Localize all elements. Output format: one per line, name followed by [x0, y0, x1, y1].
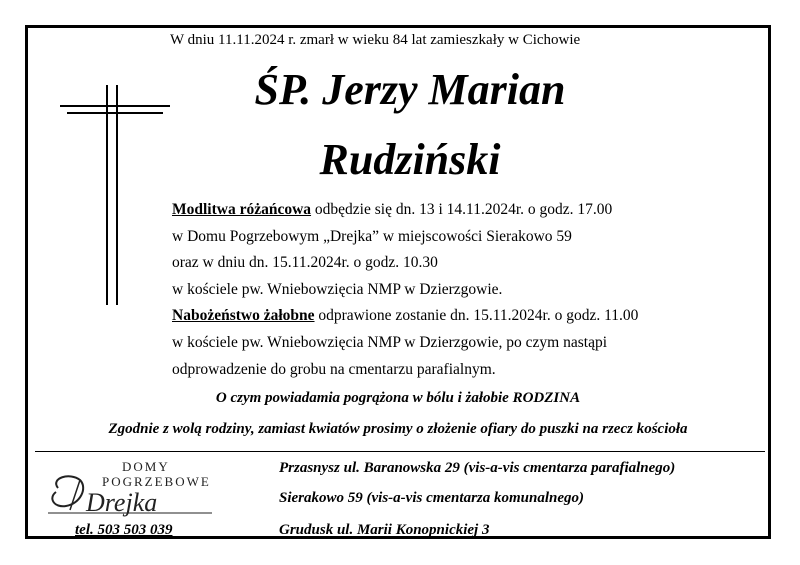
funeral-home-logo: [40, 458, 220, 520]
rosary-label: Modlitwa różańcowa: [172, 201, 312, 218]
deceased-name-first: ŚP. Jerzy Marian: [254, 65, 566, 114]
donation-wish: Zgodnie z wolą rodziny, zamiast kwiatów prosimy o złożenie ofiary do puszki na rzecz kościoła: [108, 421, 688, 437]
ceremony-details: [172, 197, 752, 383]
address-przasnysz: Przasnysz ul. Baranowska 29 (vis-a-vis cmentarza parafialnego): [279, 460, 676, 476]
logo-brand: Drejka: [86, 488, 158, 517]
rosary-line-2: w Domu Pogrzebowym „Drejka” w miejscowości Sierakowo 59: [172, 227, 572, 245]
family-announcement: O czym powiadamia pogrążona w bólu i żałobie RODZINA: [215, 390, 581, 406]
funeral-text-1: odprawione zostanie dn. 15.11.2024r. o godz. 11.00: [314, 307, 639, 325]
rosary-line-4: w kościele pw. Wniebowzięcia NMP w Dzierzgowie.: [172, 280, 503, 298]
logo-line-1: DOMY: [122, 459, 170, 474]
logo-line-2: POGRZEBOWE: [102, 474, 211, 489]
rosary-line-1: [172, 197, 752, 224]
phone-number: tel. 503 503 039: [75, 522, 173, 538]
funeral-line-2: w kościele pw. Wniebowzięcia NMP w Dzierzgowie, po czym nastąpi: [172, 333, 608, 351]
intro-line: W dniu 11.11.2024 r. zmarł w wieku 84 lat zamieszkały w Cichowie: [170, 32, 581, 48]
funeral-line-1: [172, 303, 752, 330]
funeral-label: Nabożeństwo żałobne: [172, 307, 315, 325]
footer-divider: [35, 451, 765, 452]
rosary-line-3: oraz w dniu dn. 15.11.2024r. o godz. 10.30: [172, 254, 438, 272]
deceased-name-last: Rudziński: [319, 135, 501, 184]
address-sierakowo: Sierakowo 59 (vis-a-vis cmentarza komunalnego): [279, 490, 585, 506]
funeral-line-3: odprowadzenie do grobu na cmentarzu parafialnym.: [172, 360, 496, 378]
rosary-text-1: odbędzie się dn. 13 i 14.11.2024r. o godz. 17.00: [311, 201, 613, 218]
address-grudusk: Grudusk ul. Marii Konopnickiej 3: [279, 522, 490, 538]
